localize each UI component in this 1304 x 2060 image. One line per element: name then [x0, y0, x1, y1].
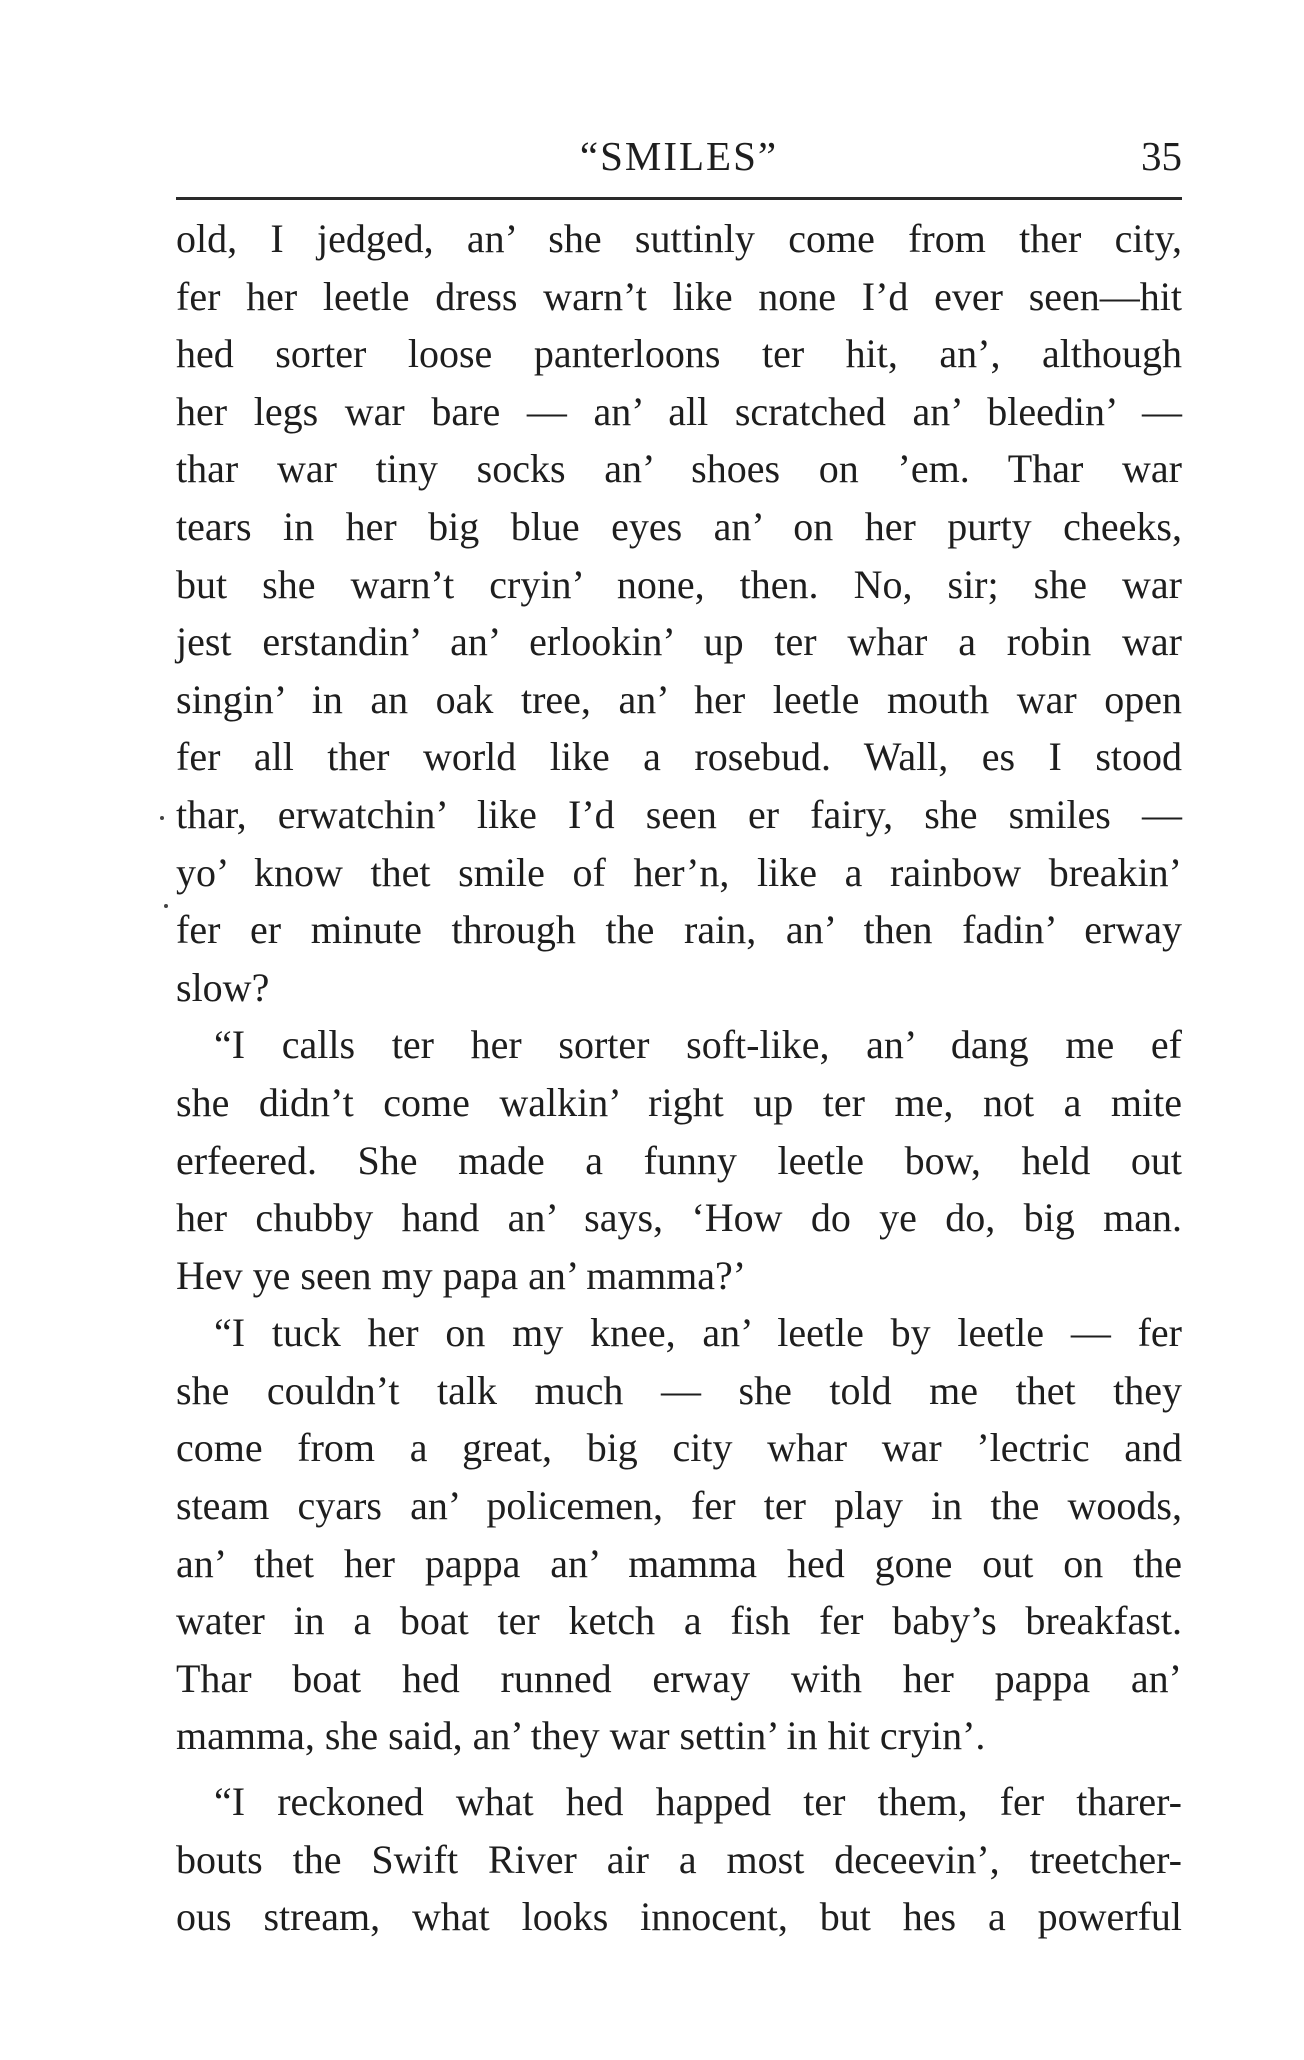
- running-title: “SMILES”: [579, 133, 779, 179]
- text-line: slow?: [176, 964, 270, 1010]
- text-line: her legs war bare — an’ all scratched an’ bleedin’ —: [176, 388, 1182, 434]
- text-line: she didn’t come walkin’ right up ter me, not a mite: [176, 1079, 1182, 1125]
- text-line: come from a great, big city whar war ’lectric and: [176, 1425, 1182, 1471]
- paragraph: [176, 1304, 1182, 1765]
- text-line: “I reckoned what hed happed ter them, fer tharer-: [214, 1779, 1182, 1825]
- paragraph: [176, 210, 1182, 1016]
- text-line: ous stream, what looks innocent, but hes a powerful: [176, 1894, 1182, 1940]
- text-line: “I calls ter her sorter soft-like, an’ dang me ef: [214, 1022, 1182, 1068]
- text-line: hed sorter loose panterloons ter hit, an’, although: [176, 331, 1182, 377]
- text-line: she couldn’t talk much — she told me thet they: [176, 1367, 1182, 1413]
- text-line: Thar boat hed runned erway with her pappa an’: [176, 1655, 1182, 1701]
- text-line: singin’ in an oak tree, an’ her leetle mouth war open: [176, 676, 1182, 722]
- stray-ink-mark: [164, 904, 168, 908]
- text-line: “I tuck her on my knee, an’ leetle by leetle — fer: [214, 1310, 1182, 1356]
- text-line: yo’ know thet smile of her’n, like a rainbow breakin’: [176, 849, 1182, 895]
- text-line: tears in her big blue eyes an’ on her purty cheeks,: [176, 503, 1182, 549]
- text-line: bouts the Swift River air a most deceevin’, treetcher-: [176, 1836, 1182, 1882]
- body-text: [176, 210, 1182, 1946]
- text-line: erfeered. She made a funny leetle bow, held out: [176, 1137, 1182, 1183]
- text-line: her chubby hand an’ says, ‘How do ye do, big man.: [176, 1195, 1182, 1241]
- stray-ink-mark: [160, 816, 164, 820]
- text-line: thar, erwatchin’ like I’d seen er fairy, she smiles —: [176, 791, 1182, 837]
- text-line: old, I jedged, an’ she suttinly come from ther city,: [176, 216, 1182, 261]
- paragraph: [176, 1773, 1182, 1946]
- text-line: water in a boat ter ketch a fish fer baby’s breakfast.: [176, 1598, 1182, 1644]
- text-line: mamma, she said, an’ they war settin’ in hit cryin’.: [176, 1713, 986, 1759]
- text-line: but she warn’t cryin’ none, then. No, sir; she war: [176, 561, 1182, 607]
- page-number: 35: [1141, 133, 1182, 179]
- text-line: an’ thet her pappa an’ mamma hed gone out on the: [176, 1540, 1182, 1586]
- text-line: jest erstandin’ an’ erlookin’ up ter whar a robin war: [176, 619, 1182, 665]
- paragraph: [176, 1016, 1182, 1304]
- header-rule: [176, 197, 1182, 200]
- text-line: fer all ther world like a rosebud. Wall, es I stood: [176, 734, 1182, 780]
- text-line: fer er minute through the rain, an’ then fadin’ erway: [176, 907, 1182, 953]
- paragraph-gap: [176, 1765, 1182, 1773]
- running-head: [176, 126, 1182, 186]
- text-line: thar war tiny socks an’ shoes on ’em. Thar war: [176, 446, 1182, 492]
- text-line: steam cyars an’ policemen, fer ter play in the woods,: [176, 1483, 1182, 1529]
- text-line: Hev ye seen my papa an’ mamma?’: [176, 1252, 747, 1298]
- text-line: fer her leetle dress warn’t like none I’d ever seen—hit: [176, 273, 1182, 319]
